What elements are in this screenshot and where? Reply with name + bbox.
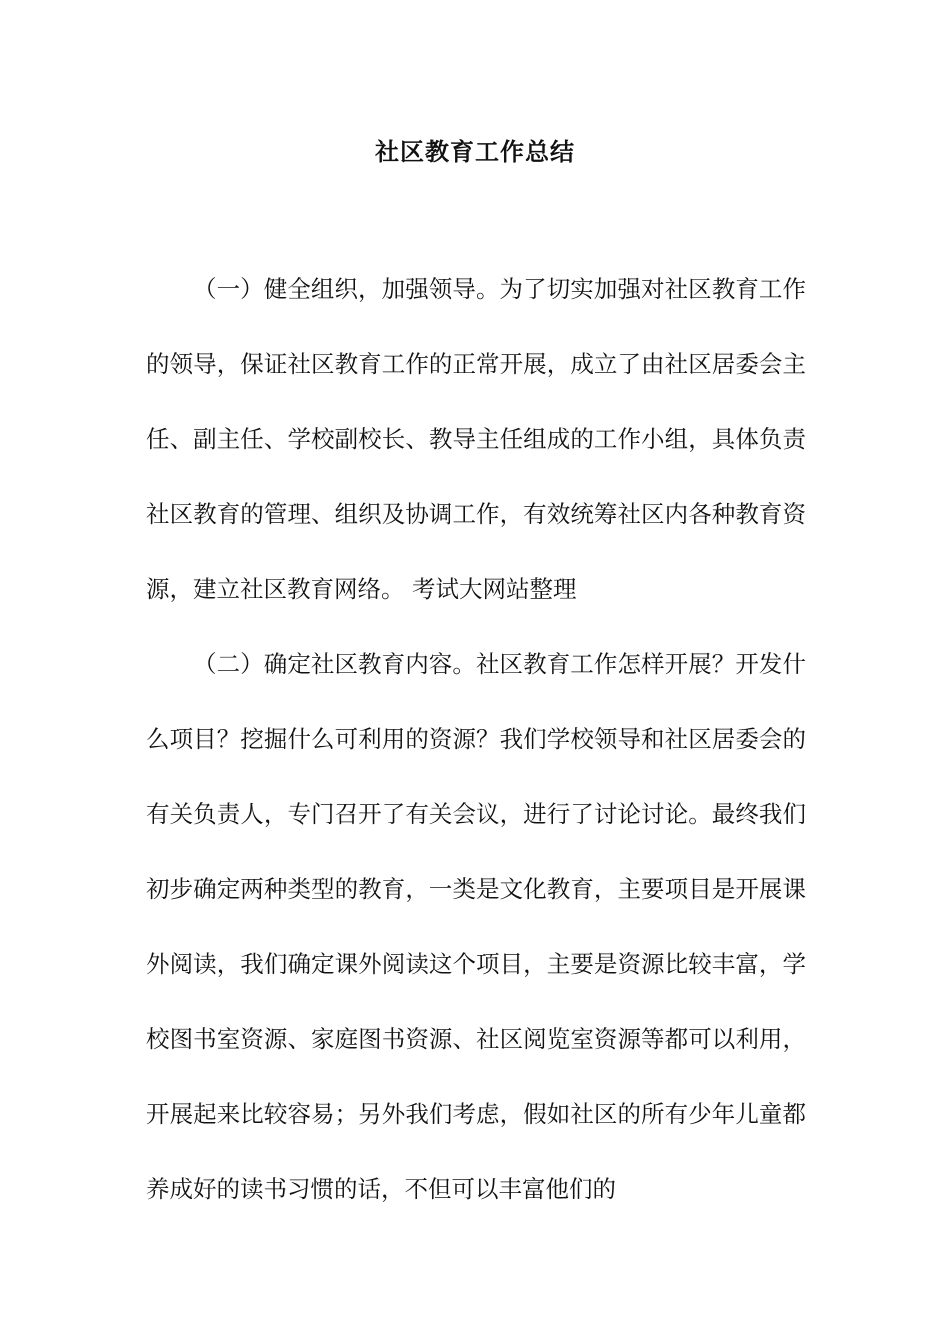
document-title: 社区教育工作总结 — [375, 137, 575, 166]
document-body — [146, 252, 806, 1227]
paragraph-content: （二）确定社区教育内容。社区教育工作怎样开展？开发什么项目？挖掘什么可利用的资源？我们学校领导和社区居委会的有关负责人，专门召开了有关会议，进行了讨论讨论。最终我们初步确定两种类型的教育，一类是文化教育，主要项目是开展课外阅读，我们确定课外阅读这个项目，主要是资源比较丰富，学校图书室资源、家庭图书资源、社区阅览室资源等都可以利用，开展起来比较容易；另外我们考虑，假如社区的所有少年儿童都养成好的读书习惯的话，不但可以丰富他们的 — [146, 650, 806, 1203]
paragraph-organization: （一）健全组织，加强领导。为了切实加强对社区教育工作的领导，保证社区教育工作的正常开展，成立了由社区居委会主任、副主任、学校副校长、教导主任组成的工作小组，具体负责社区教育的管理、组织及协调工作，有效统筹社区内各种教育资源，建立社区教育网络。 考试大网站整理 — [146, 275, 806, 603]
